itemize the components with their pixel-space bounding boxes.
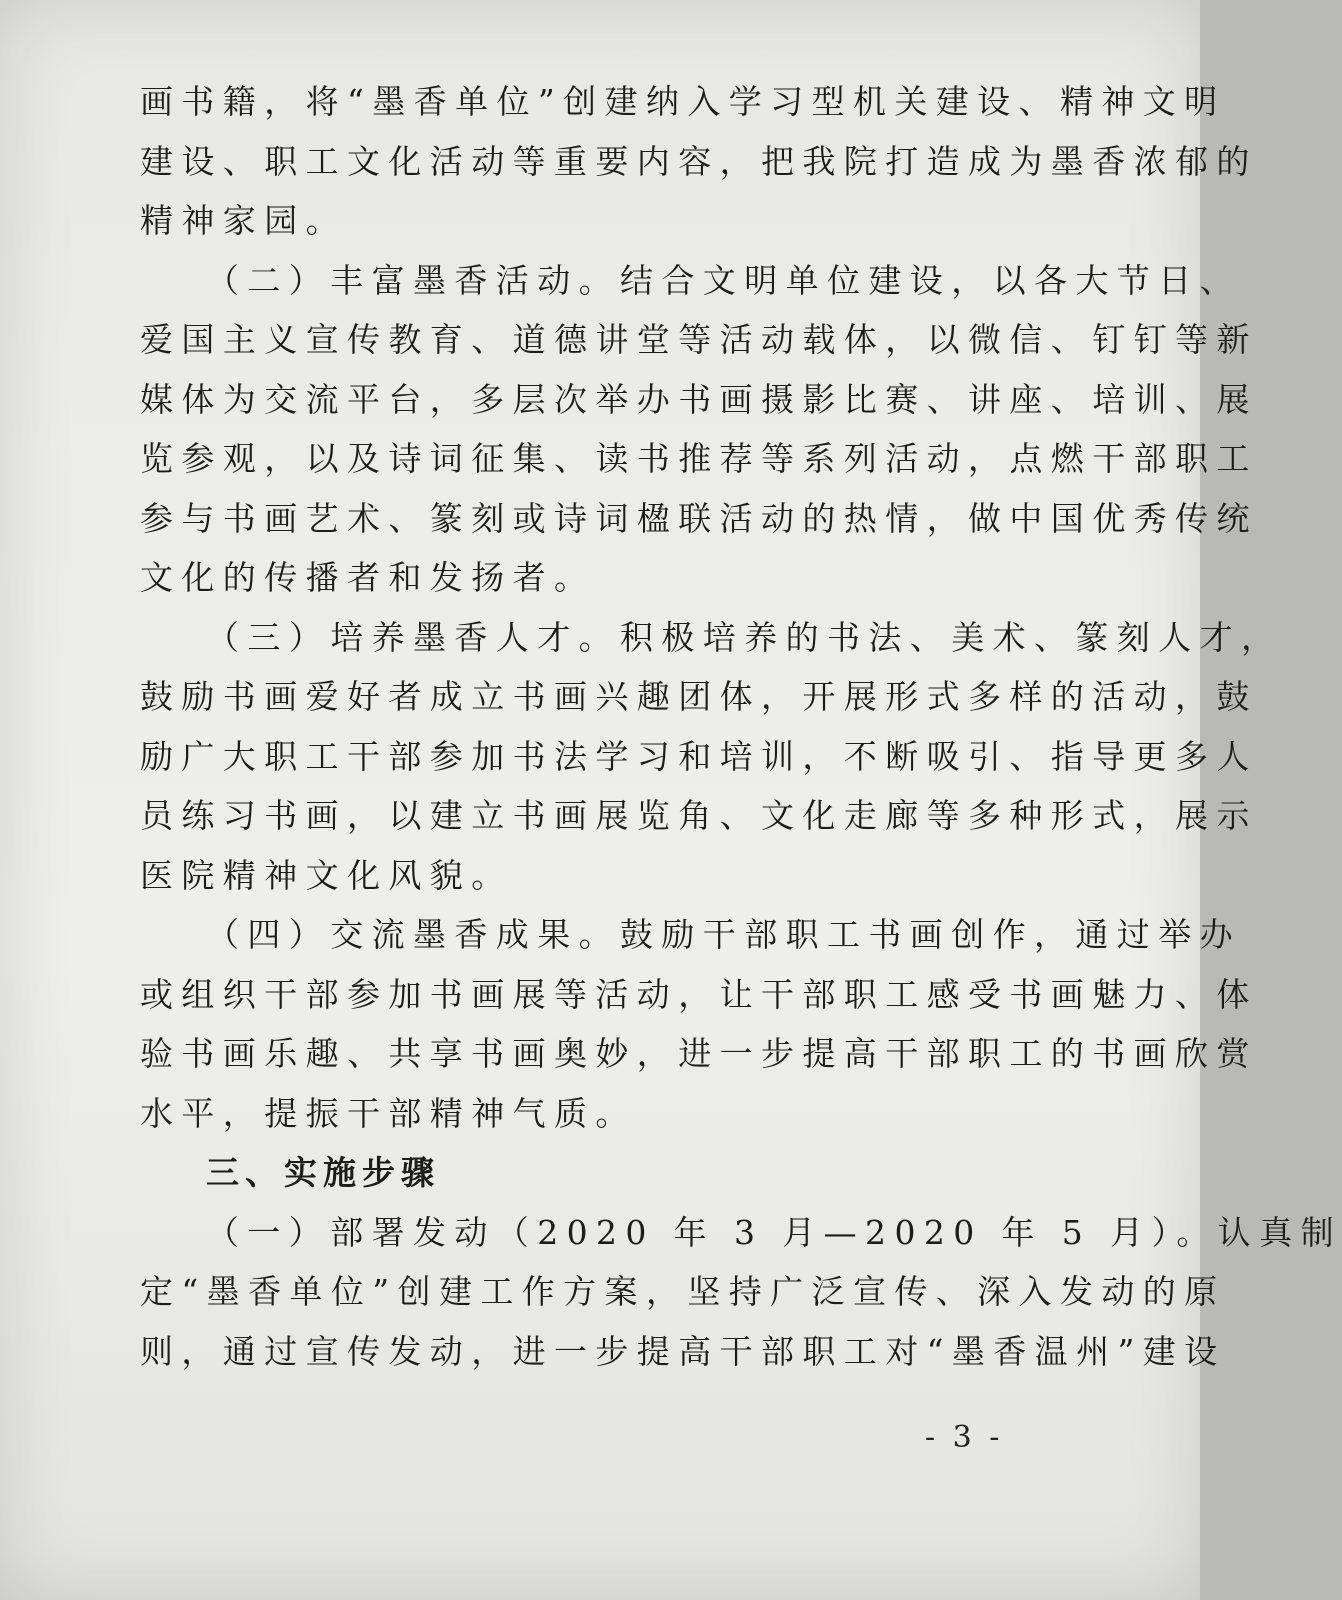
section-heading: 三、实施步骤	[206, 1153, 440, 1192]
text-line: 览参观，以及诗词征集、读书推荐等系列活动，点燃干部职工	[140, 439, 1258, 478]
body-text	[140, 72, 1342, 1381]
text-line: 精神家园。	[140, 201, 347, 240]
text-line: 则，通过宣传发动，进一步提高干部职工对“墨香温州”建设	[140, 1331, 1226, 1371]
text-line: 爱国主义宣传教育、道德讲堂等活动载体，以微信、钉钉等新	[140, 320, 1258, 359]
text-line: 验书画乐趣、共享书画奥妙，进一步提高干部职工的书画欣赏	[140, 1034, 1258, 1073]
text-line: 励广大职工干部参加书法学习和培训，不断吸引、指导更多人	[140, 736, 1258, 776]
section-two-start: （二）丰富墨香活动。结合文明单位建设，以各大节日、	[206, 260, 1241, 300]
text-line: 建设、职工文化活动等重要内容，把我院打造成为墨香浓郁的	[140, 141, 1258, 181]
page-number: - 3 -	[925, 1420, 1004, 1455]
section-four-start: （四）交流墨香成果。鼓励干部职工书画创作，通过举办	[206, 915, 1241, 954]
section-three-start: （三）培养墨香人才。积极培养的书法、美术、篆刻人才，	[206, 617, 1283, 657]
step-one-start: （一）部署发动（2020 年 3 月—2020 年 5 月）。认真制	[206, 1212, 1342, 1252]
text-line: 参与书画艺术、篆刻或诗词楹联活动的热情，做中国优秀传统	[140, 498, 1258, 538]
text-line: 员练习书画，以建立书画展览角、文化走廊等多种形式，展示	[140, 796, 1258, 835]
text-line: 定“墨香单位”创建工作方案，坚持广泛宣传、深入发动的原	[140, 1272, 1226, 1311]
text-line: 媒体为交流平台，多层次举办书画摄影比赛、讲座、培训、展	[140, 379, 1258, 419]
text-line: 鼓励书画爱好者成立书画兴趣团体，开展形式多样的活动，鼓	[140, 677, 1258, 716]
text-line: 医院精神文化风貌。	[140, 855, 513, 895]
text-line: 或组织干部参加书画展等活动，让干部职工感受书画魅力、体	[140, 974, 1258, 1014]
text-line: 水平，提振干部精神气质。	[140, 1093, 637, 1133]
text-line: 画书籍，将“墨香单位”创建纳入学习型机关建设、精神文明	[140, 82, 1226, 121]
text-line: 文化的传播者和发扬者。	[140, 558, 596, 597]
